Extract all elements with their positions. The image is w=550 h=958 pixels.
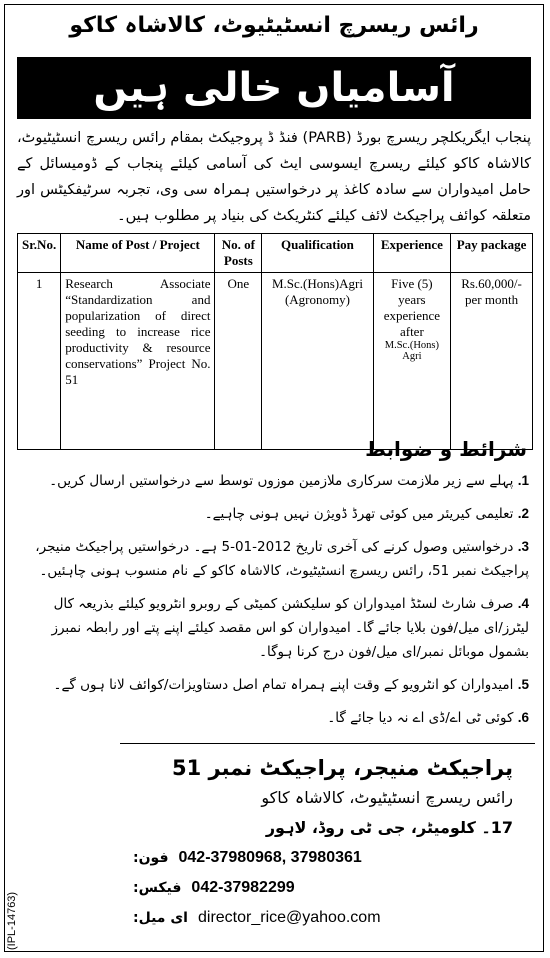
term-number: 5.	[517, 677, 529, 692]
list-item	[19, 469, 529, 493]
vacancies-banner: آسامیاں خالی ہیں	[17, 57, 531, 119]
cell-experience	[373, 273, 450, 450]
fax-row	[133, 873, 513, 903]
pay-period: per month	[465, 292, 519, 307]
header-no-of-posts: No. of Posts	[215, 234, 262, 273]
table-row	[18, 273, 533, 450]
cell-no-of-posts: One	[215, 273, 262, 450]
contact-address: 17۔ کلومیٹر، جی ٹی روڈ، لاہور	[265, 818, 513, 837]
posts-table	[17, 233, 533, 450]
list-item	[19, 535, 529, 583]
list-item	[19, 673, 529, 697]
terms-list	[19, 469, 529, 739]
list-item	[19, 592, 529, 664]
term-text: تعلیمی کیریئر میں کوئی تھرڈ ڈویژن نہیں ہونی چاہیے۔	[204, 506, 514, 522]
header-qualification: Qualification	[262, 234, 373, 273]
email-row	[133, 903, 513, 933]
cell-pay-package	[451, 273, 533, 450]
experience-degree: M.Sc.(Hons) Agri	[384, 340, 439, 362]
email-address: director_rice@yahoo.com	[197, 909, 381, 926]
intro-paragraph: پنجاب ایگریکلچر ریسرچ بورڈ (PARB) فنڈ ڈ پروجیکٹ بمقام رائس ریسرچ انسٹیٹیوٹ، کالاشاہ کاکو کیلئے ریسرچ ایسوسی ایٹ کی آسامی کیلئے پنجاب کے ڈومیسائل کے حامل امیدواران سے سادہ کاغذ پر درخواستیں ہمراہ سی وی، تجربہ سرٹیفکیٹس اور متعلقہ کوائف پراجیکٹ لائف کیلئے کنٹریکٹ کی بنیاد پر مطلوب ہیں۔	[17, 130, 531, 224]
advertisement-page	[4, 4, 544, 952]
footer-divider	[120, 743, 535, 744]
term-text: درخواستیں وصول کرنے کی آخری تاریخ 2012-01-5 ہے۔ درخواستیں پراجیکٹ منیجر، پراجیکٹ نمبر 51، رائس ریسرچ انسٹیٹیوٹ، کالاشاہ کاکو کے نام منسوب ہونی چاہئیں۔	[35, 539, 529, 579]
cell-qualification	[262, 273, 373, 450]
experience-years: Five (5) years experience after	[383, 276, 441, 339]
institute-title: رائس ریسرچ انسٹیٹیوٹ، کالاشاہ کاکو	[69, 13, 479, 38]
terms-heading: شرائط و ضوابط	[365, 437, 527, 461]
list-item	[19, 502, 529, 526]
term-number: 2.	[517, 506, 529, 521]
email-label: ای میل:	[133, 910, 188, 926]
header-experience: Experience	[373, 234, 450, 273]
term-number: 4.	[517, 596, 529, 611]
table-header-row	[18, 234, 533, 273]
phone-label: فون:	[133, 850, 169, 866]
header-post-name: Name of Post / Project	[61, 234, 215, 273]
pay-amount: Rs.60,000/-	[461, 276, 522, 291]
header-sr-no: Sr.No.	[18, 234, 61, 273]
term-number: 3.	[517, 539, 529, 554]
term-number: 6.	[517, 710, 529, 725]
term-text: کوئی ٹی اے/ڈی اے نہ دیا جائے گا۔	[327, 710, 514, 726]
contact-title: پراجیکٹ منیجر، پراجیکٹ نمبر 51	[172, 756, 513, 780]
cell-sr-no: 1	[18, 273, 61, 450]
reference-number: (IPL-14763)	[6, 891, 18, 950]
term-text: امیدواران کو انٹرویو کے وقت اپنے ہمراہ تمام اصل دستاویزات/کوائف لانا ہوں گے۔	[53, 677, 514, 693]
qualification-degree: M.Sc.(Hons)Agri	[271, 276, 363, 291]
term-text: پہلے سے زیر ملازمت سرکاری ملازمین موزوں توسط سے درخواستیں ارسال کریں۔	[49, 473, 514, 489]
header-pay-package: Pay package	[451, 234, 533, 273]
phone-row	[133, 843, 513, 873]
term-number: 1.	[517, 473, 529, 488]
qualification-field: (Agronomy)	[284, 292, 350, 307]
fax-label: فیکس:	[133, 880, 182, 896]
term-text: صرف شارٹ لسٹڈ امیدواران کو سلیکشن کمیٹی کے روبرو انٹرویو کیلئے بذریعہ کال لیٹرز/ای میل/فون بلایا جائے گا۔ امیدواران کو اس مقصد کیلئے اپنے پتے اور رابطہ نمبرز بشمول موبائل نمبر/ای میل/فون درج کرنا ہوگا۔	[51, 596, 529, 660]
cell-post-name: Research Associate “Standardization and popularization of direct seeding to increase rice productivity & resource conservations” Project No. 51	[61, 273, 215, 450]
list-item	[19, 706, 529, 730]
contact-block	[133, 753, 513, 933]
fax-number: 042-37982299	[191, 879, 295, 896]
contact-institute: رائس ریسرچ انسٹیٹیوٹ، کالاشاہ کاکو	[261, 788, 513, 807]
phone-number: 042-37980968, 37980361	[178, 849, 362, 866]
